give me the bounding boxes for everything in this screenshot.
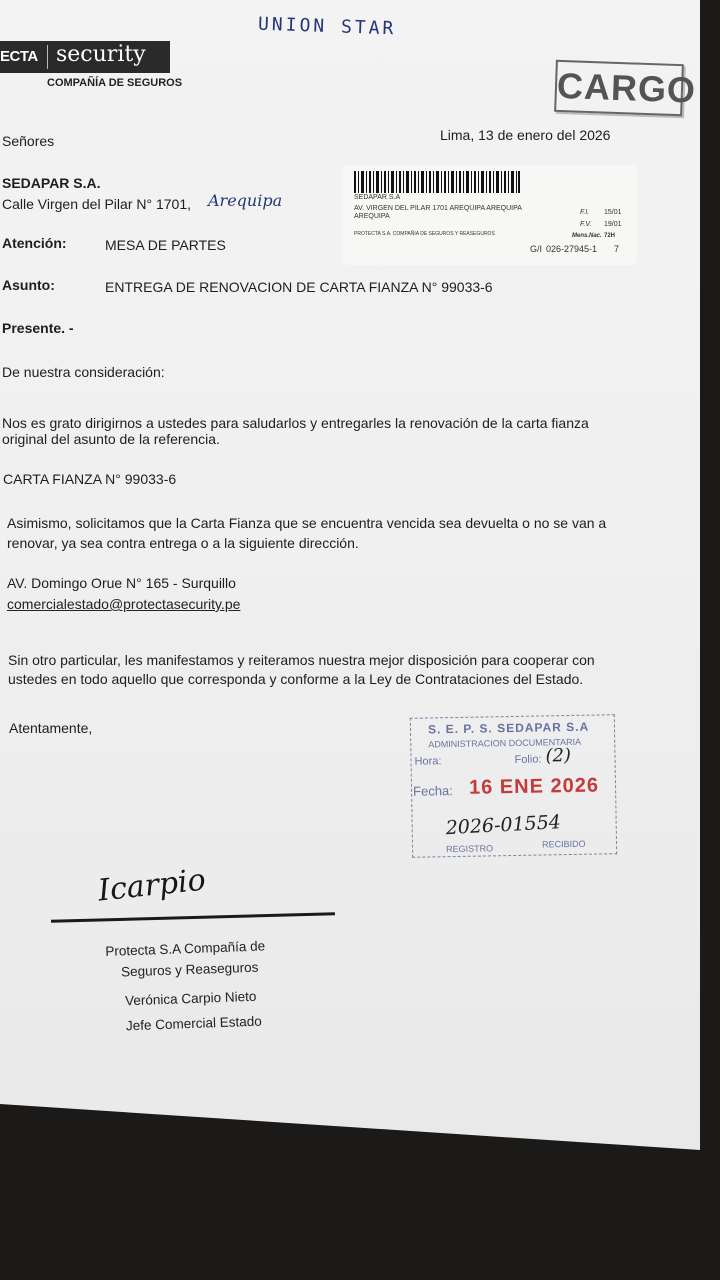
closing-line-2: ustedes en todo aquello que corresponda y conforme a la Ley de Contrataciones del Estado. [8, 671, 584, 687]
subject-label: Asunto: [2, 277, 55, 293]
stamp-registration-number: 2026-01554 [445, 811, 562, 840]
stamp-hora-label: Hora: [414, 755, 442, 768]
consideration-text: De nuestra consideración: [2, 364, 165, 380]
stamp-footer-left: REGISTRO [446, 843, 494, 855]
label-fi-value: 15/01 [604, 209, 622, 216]
stamp-date: 16 ENE 2026 [468, 774, 600, 799]
handwritten-note-top: UNION STAR [257, 13, 397, 40]
paragraph-1-line-1: Nos es grato dirigirnos a ustedes para saludarlos y entregarles la renovación de la carta fianza [2, 415, 589, 431]
logo-divider [47, 45, 48, 69]
signer-block [105, 935, 268, 1037]
label-mens-value: 72H [604, 233, 616, 239]
recipient-address: Calle Virgen del Pilar N° 1701, [2, 196, 191, 212]
email-link[interactable]: comercialestado@protectasecurity.pe [7, 596, 241, 612]
paragraph-1-line-2: original del asunto de la referencia. [2, 431, 220, 447]
signer-title: Jefe Comercial Estado [125, 1013, 262, 1034]
subject-value: ENTREGA DE RENOVACION DE CARTA FIANZA N° 99033-6 [105, 279, 493, 295]
label-guide-value: 026-27945-1 [546, 244, 598, 254]
stamp-folio-label: Folio: [514, 753, 542, 766]
stamp-dept: ADMINISTRACION DOCUMENTARIA [428, 736, 582, 750]
logo-text-left: ECTA [0, 48, 38, 65]
label-address-2: AREQUIPA [354, 213, 390, 220]
signer-company-line-2: Seguros y Reaseguros [120, 959, 259, 980]
signer-name: Verónica Carpio Nieto [124, 988, 257, 1009]
carta-fianza-number: CARTA FIANZA N° 99033-6 [3, 471, 177, 487]
return-address: AV. Domingo Orue N° 165 - Surquillo [7, 575, 236, 591]
label-fi: F.I. [580, 209, 590, 216]
label-address-1: AV. VIRGEN DEL PILAR 1701 AREQUIPA AREQUIPA [354, 205, 522, 212]
stamp-org: S. E. P. S. SEDAPAR S.A [427, 719, 590, 737]
letter-date: Lima, 13 de enero del 2026 [440, 127, 611, 143]
stamp-folio-value: (2) [545, 744, 572, 767]
cargo-stamp [554, 60, 697, 116]
attention-label: Atención: [2, 235, 67, 251]
handwritten-signature: Icarpio [96, 862, 208, 909]
cargo-stamp-text: CARGO [556, 64, 697, 111]
stamp-footer-right: RECIBIDO [541, 838, 586, 850]
logo-subtitle: COMPAÑÍA DE SEGUROS [47, 77, 183, 89]
reception-stamp [410, 714, 617, 858]
label-company: SEDAPAR S.A [354, 194, 401, 201]
label-guide-suffix: 7 [614, 244, 620, 254]
paragraph-2-line-1: Asimismo, solicitamos que la Carta Fianza que se encuentra vencida sea devuelta o no se van a [7, 515, 607, 531]
label-fv: F.V. [580, 221, 592, 228]
attention-value: MESA DE PARTES [105, 237, 226, 253]
signer-company-line-1: Protecta S.A Compañía de [105, 938, 266, 959]
shipping-label [342, 165, 637, 265]
presente-label: Presente. - [2, 320, 74, 336]
salutation-to: Señores [2, 133, 55, 149]
recipient-city-handwritten: Arequipa [208, 191, 283, 210]
label-sender: PROTECTA S.A. COMPAÑIA DE SEGUROS Y REASEGUROS [354, 231, 495, 237]
paragraph-2-line-2: renovar, ya sea contra entrega o a la siguiente dirección. [7, 535, 359, 551]
stamp-fecha-label: Fecha: [412, 783, 453, 799]
label-guide: G/I [530, 244, 543, 254]
regards-text: Atentamente, [9, 720, 93, 736]
closing-line-1: Sin otro particular, les manifestamos y reiteramos nuestra mejor disposición para cooperar con [8, 652, 595, 668]
recipient-name: SEDAPAR S.A. [2, 175, 101, 191]
label-mens: Mens.Nac. [572, 233, 602, 239]
label-fv-value: 19/01 [604, 221, 622, 228]
barcode-icon [354, 171, 520, 193]
logo-text-right: security [56, 42, 146, 67]
